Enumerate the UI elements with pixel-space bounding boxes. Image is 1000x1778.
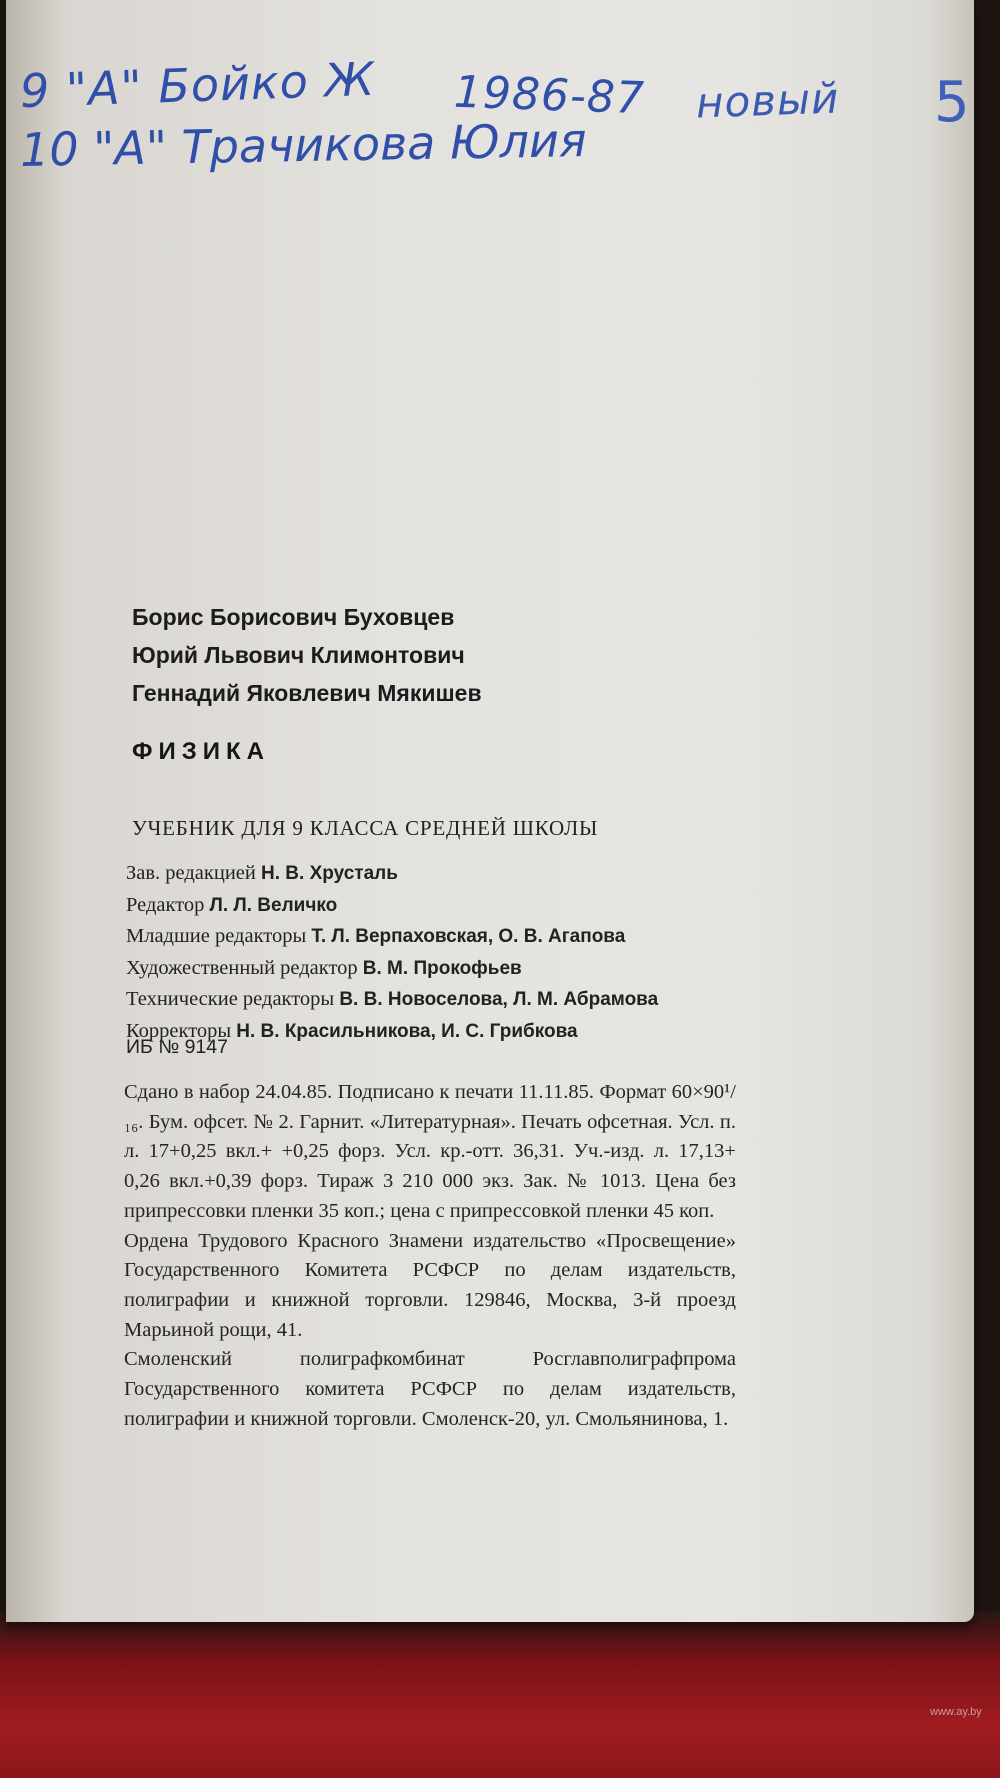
- book-subtitle: УЧЕБНИК ДЛЯ 9 КЛАССА СРЕДНЕЙ ШКОЛЫ: [132, 816, 599, 840]
- handwritten-owner-2: 10 "А" Трачикова Юлия: [19, 113, 588, 177]
- credit-role: Технические редакторы: [126, 988, 335, 1010]
- credit-line: [126, 984, 746, 1016]
- ib-number: ИБ № 9147: [126, 1036, 228, 1058]
- credit-role: Художественный редактор: [126, 956, 358, 979]
- handwritten-mark: 5: [934, 70, 971, 135]
- credit-names: Л. Л. Величко: [209, 894, 338, 916]
- handwritten-owner-1: 9 "А" Бойко Ж: [19, 51, 376, 119]
- author-name: Юрий Львович Климонтович: [132, 642, 465, 668]
- watermark: www.ay.by: [930, 1706, 982, 1718]
- table-surface: [0, 1612, 1000, 1778]
- credit-line: [126, 858, 746, 890]
- imprint-block: [124, 1078, 736, 1434]
- authors-list: [132, 598, 482, 712]
- editorial-credits: [126, 858, 746, 1047]
- credit-names: В. М. Прокофьев: [362, 957, 522, 979]
- credit-names: Н. В. Красильникова, И. С. Грибкова: [236, 1020, 578, 1042]
- credit-names: В. В. Новоселова, Л. М. Абрамова: [339, 989, 659, 1010]
- author-name: Геннадий Яковлевич Мякишев: [132, 680, 482, 706]
- credit-line: [126, 921, 746, 953]
- credit-line: [126, 953, 746, 985]
- imprint-printer: Смоленский полиграфкомбинат Росглавполиграфпрома Государственного комитета РСФСР по делам издательств, полиграфии и книжной торговли. Смоленск-20, ул. Смольянинова, 1.: [124, 1348, 736, 1430]
- credit-names: Т. Л. Верпаховская, О. В. Агапова: [311, 926, 626, 947]
- book-title: ФИЗИКА: [132, 738, 270, 765]
- handwritten-status: новый: [695, 73, 841, 128]
- handwritten-years: 1986-87: [453, 66, 646, 125]
- imprint-publisher: Ордена Трудового Красного Знамени издательство «Просвещение» Государственного Комитета РСФСР по делам издательств, полиграфии и книжной торговли. 129846, Москва, 3-й проезд Марьиной рощи, 41.: [124, 1229, 736, 1341]
- credit-role: Редактор: [126, 893, 205, 916]
- book-page: [6, 0, 974, 1622]
- credit-role: Зав. редакцией: [126, 862, 256, 884]
- credit-role: Младшие редакторы: [126, 925, 307, 947]
- credit-line: [126, 890, 746, 922]
- credit-role: Корректоры: [126, 1019, 232, 1042]
- credit-names: Н. В. Хрусталь: [261, 863, 398, 884]
- author-name: Борис Борисович Буховцев: [132, 604, 455, 630]
- imprint-print-data: Сдано в набор 24.04.85. Подписано к печати 11.11.85. Формат 60×90¹/₁₆. Бум. офсет. № 2. Гарнит. «Литературная». Печать офсетная. Усл. п. л. 17+0,25 вкл.+ +0,25 форз. Усл. кр.-отт. 36,31. Уч.-изд. л. 17,13+ 0,26 вкл.+0,39 форз. Тираж 3 210 000 экз. Зак. № 1013. Цена без припрессовки пленки 35 коп.; цена с припрессовкой пленки 45 коп.: [124, 1081, 736, 1222]
